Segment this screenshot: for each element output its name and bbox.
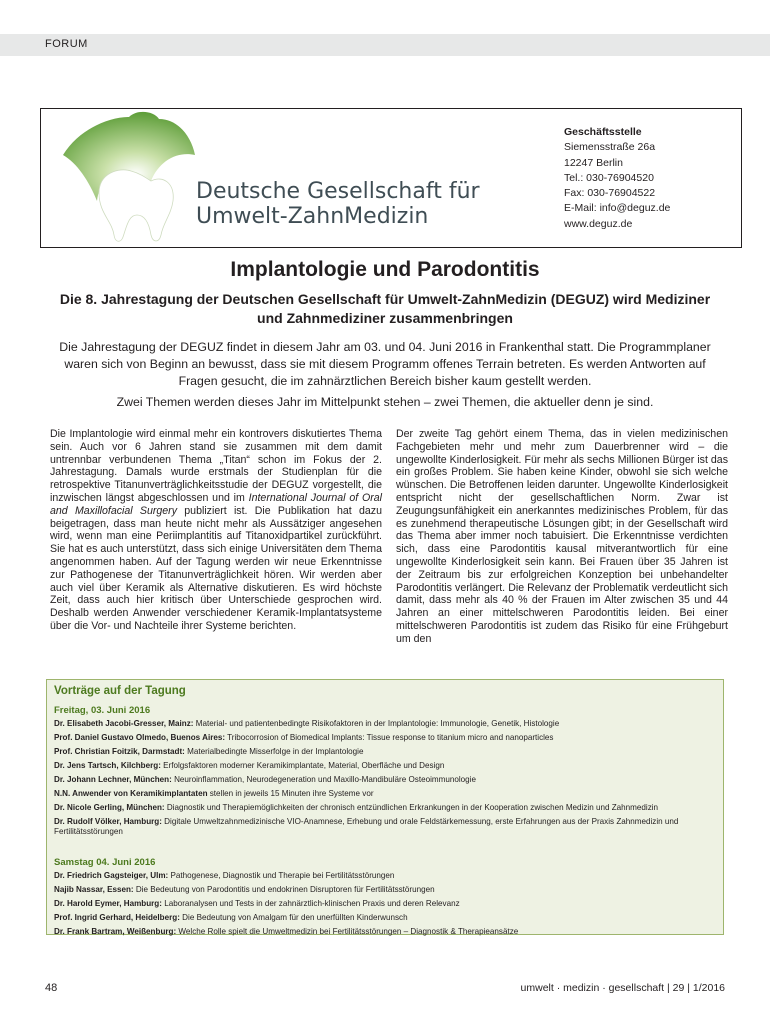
program-talk: Dr. Johann Lechner, München: Neuroinflammation, Neurodegeneration und Maxillo-Mandibuläre Osteoimmunologie [54, 775, 476, 784]
journal-name: International Journal of Oral and Maxillofacial Surgery [50, 491, 382, 517]
ginkgo-tooth-logo-icon [59, 111, 199, 245]
program-talk: Dr. Rudolf Völker, Hamburg: Digitale Umweltzahnmedizinische VIO-Anamnese, Erhebung und orale Feldstärkemessung, erste Erfahrungen aus der Praxis Zahnmedizin und Fertilitätsstörungen [54, 817, 679, 837]
program-talk: Dr. Elisabeth Jacobi-Gresser, Mainz: Material- und patientenbedingte Risikofaktoren in der Implantologie: Immunologie, Genetik, Histologie [54, 719, 560, 728]
office-city: 12247 Berlin [564, 156, 623, 169]
program-talk: Dr. Jens Tartsch, Kilchberg: Erfolgsfaktoren moderner Keramikimplantate, Material, Oberfläche und Design [54, 761, 445, 770]
program-talk: Prof. Daniel Gustavo Olmedo, Buenos Aires: Tribocorrosion of Biomedical Implants: Tissue response to titanium micro and nanoparticles [54, 733, 554, 742]
office-website: www.deguz.de [564, 217, 633, 230]
program-talk: Dr. Friedrich Gagsteiger, Ulm: Pathogenese, Diagnostik und Therapie bei Fertilitätsstörungen [54, 871, 395, 880]
office-heading: Geschäftsstelle [564, 126, 642, 138]
day-1-title: Freitag, 03. Juni 2016 [54, 705, 151, 716]
office-email: E-Mail: info@deguz.de [564, 202, 671, 215]
article-intro: Die Jahrestagung der DEGUZ findet in diesem Jahr am 03. und 04. Juni 2016 in Frankenthal statt. Die Programmplaner waren sich von Beginn an bewusst, dass sie mit diesem Programm offenes Terrain betreten. Es werden Antworten auf Fragen gesucht, die im zahnärztlichen Bereich bisher kaum gestellt werden. [59, 340, 711, 388]
column-left-text-b: publiziert ist. Die Publikation hat dazu beigetragen, dass man heute nicht mehr als Aussätziger angesehen wird, wenn man eine Periimplantitis auf Titanoxidpartikel zurückführt. Sie hat es auch unterstützt, dass sich einige Universitäten dem Thema angenommen haben. Auf der Tagung werden wir neue Erkenntnisse zur Pathogenese der Titanunverträglichkeit hören. Wir werden aber auch viel über Keramik als Alternative diskutieren. Es wird höchste Zeit, dass auch hier kritisch über Unterschiede gesprochen wird. Deshalb werden Anwender verschiedener Keramik-Implantatsysteme über die Vor- und Nachteile ihrer Systeme berichten. [50, 504, 382, 632]
office-street: Siemensstraße 26a [564, 141, 656, 154]
column-left-text-a: Die Implantologie wird einmal mehr ein kontrovers diskutiertes Thema sein. Auch vor 6 Jahren stand sie zusammen mit dem damit untrennbar verbundenen Thema „Titan“ schon im Fokus der 2. Jahrestagung. Damals wurde erstmals der Studienplan für die retrospektive Titanunverträglichkeitsstudie der DEGUZ vorgestellt, die inzwischen längst abgeschlossen und im [50, 428, 382, 504]
article-lead: Zwei Themen werden dieses Jahr im Mittelpunkt stehen – zwei Themen, die aktueller denn je sind. [116, 395, 654, 409]
section-label: FORUM [45, 38, 88, 50]
logo-text-line-1: Deutsche Gesellschaft für [196, 179, 480, 204]
journal-footer: umwelt · medizin · gesellschaft | 29 | 1/2016 [520, 982, 725, 994]
society-header-box [40, 108, 742, 248]
program-talk: Prof. Christian Foitzik, Darmstadt: Materialbedingte Misserfolge in der Implantologie [54, 747, 364, 756]
program-talk: Dr. Frank Bartram, Weißenburg: Welche Rolle spielt die Umweltmedizin bei Fertilitätsstörungen – Diagnostik & Therapieansätze [54, 927, 519, 936]
office-phone: Tel.: 030-76904520 [564, 171, 654, 184]
section-header-bar [0, 34, 770, 56]
office-fax: Fax: 030-76904522 [564, 187, 656, 200]
program-title: Vorträge auf der Tagung [54, 685, 186, 697]
article-subtitle: Die 8. Jahrestagung der Deutschen Gesellschaft für Umwelt-ZahnMedizin (DEGUZ) wird Mediziner und Zahnmediziner zusammenbringen [59, 291, 711, 326]
program-talk: Dr. Nicole Gerling, München: Diagnostik und Therapiemöglichkeiten der chronisch entzündlichen Erkrankungen in der Kooperation zwischen Medizin und Zahnmedizin [54, 803, 659, 812]
office-contact [564, 125, 670, 232]
page-number: 48 [45, 982, 58, 994]
article-column-right: Der zweite Tag gehört einem Thema, das in vielen medizinischen Fachgebieten mehr und mehr zum Dauerbrenner wird – die ungewollte Kinderlosigkeit. Für mehr als sechs Millionen Bürger ist das ein großes Problem. Sie haben keine Kinder, obwohl sie sich welche wünschen. Die Betroffenen leiden darunter. Ungewollte Kinderlosigkeit entspricht nicht der gesellschaftlichen Norm. Zwar ist Zeugungsunfähigkeit ein anerkanntes medizinisches Problem, für das es zunehmend therapeutische Lösungen gibt; in der Gesellschaft wird das Thema aber immer noch tabuisiert. Die Erkenntnisse verdichten sich, dass eine Parodontitis kausal mitverantwortlich für eine ungewollte Kinderlosigkeit sein kann. Bei Frauen über 35 Jahren ist der Zeitraum bis zur erfolgreichen Konzeption bei unbehandelter Parodontitis verlängert. Die Relevanz der Problematik verdeutlicht sich damit, dass mehr als 40 % der Frauen im Alter zwischen 35 und 44 Jahren an einer mittelschweren Parodontitis leiden. Bei einer mittelschweren Parodontitis ist zudem das Risiko für eine Frühgeburt um den [396, 428, 728, 645]
day-2-title: Samstag 04. Juni 2016 [54, 857, 156, 868]
article-column-left [50, 428, 382, 633]
program-talk: N.N. Anwender von Keramikimplantaten stellen in jeweils 15 Minuten ihre Systeme vor [54, 789, 374, 798]
program-talk: Najib Nassar, Essen: Die Bedeutung von Parodontitis und endokrinen Disruptoren für Fertilitätsstörungen [54, 885, 435, 894]
logo-text-line-2: Umwelt-ZahnMedizin [196, 204, 429, 229]
program-box [46, 679, 724, 935]
program-talk: Prof. Ingrid Gerhard, Heidelberg: Die Bedeutung von Amalgam für den unerfüllten Kinderwunsch [54, 913, 408, 922]
program-talk: Dr. Harold Eymer, Hamburg: Laboranalysen und Tests in der zahnärztlich-klinischen Praxis und deren Relevanz [54, 899, 460, 908]
article-title: Implantologie und Parodontitis [230, 258, 540, 281]
